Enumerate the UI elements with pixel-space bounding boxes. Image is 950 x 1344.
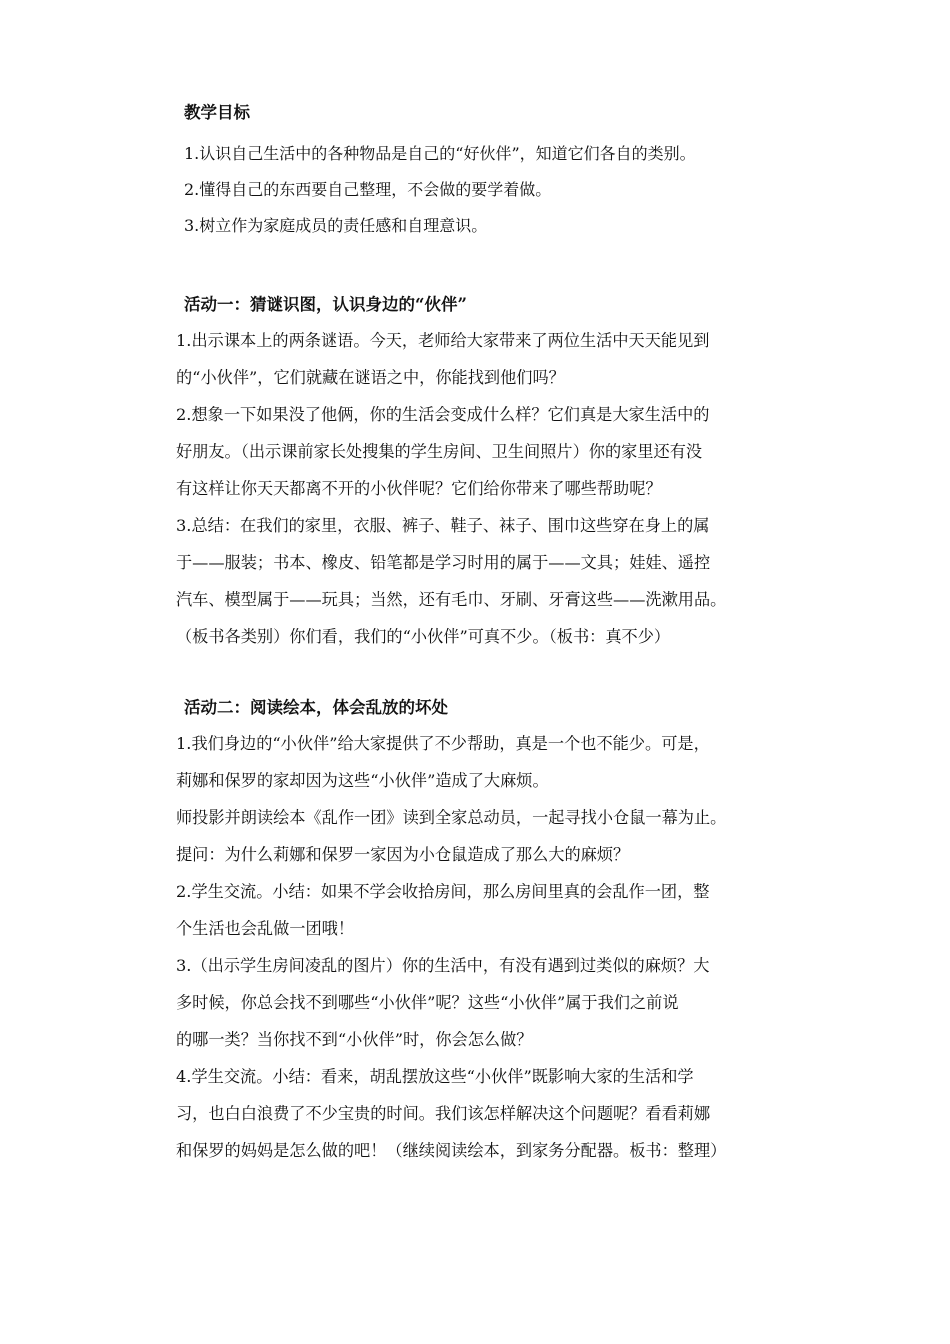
text-line: 莉娜和保罗的家却因为这些“小伙伴”造成了大麻烦。 (176, 771, 549, 790)
activity-one-heading: 活动一：猜谜识图，认识身边的“伙伴” (184, 295, 467, 314)
activity-one-paragraph-2 (176, 396, 816, 507)
activity-two-paragraph-3 (176, 836, 816, 873)
activity-two-paragraph-5 (176, 947, 816, 1058)
text-line: 4.学生交流。小结：看来，胡乱摆放这些“小伙伴”既影响大家的生活和学 (176, 1067, 694, 1086)
activity-one-paragraph-3 (176, 507, 816, 655)
goal-item-3: 3.树立作为家庭成员的责任感和自理意识。 (184, 216, 488, 235)
teaching-goals-section (176, 96, 816, 244)
activity-one-paragraph-1 (176, 322, 816, 396)
text-line: 2.想象一下如果没了他俩，你的生活会变成什么样？它们真是大家生活中的 (176, 405, 710, 424)
text-line: 提问：为什么莉娜和保罗一家因为小仓鼠造成了那么大的麻烦？ (176, 845, 630, 864)
activity-one-section (176, 288, 816, 655)
activity-two-paragraph-4 (176, 873, 816, 947)
activity-two-heading: 活动二：阅读绘本，体会乱放的坏处 (184, 698, 448, 717)
text-line: 习，也白白浪费了不少宝贵的时间。我们该怎样解决这个问题呢？看看莉娜 (176, 1104, 711, 1123)
text-line: 1.出示课本上的两条谜语。今天，老师给大家带来了两位生活中天天能见到 (176, 331, 710, 350)
text-line: 3.总结：在我们的家里，衣服、裤子、鞋子、袜子、围巾这些穿在身上的属 (176, 516, 710, 535)
text-line: 于——服装；书本、橡皮、铅笔都是学习时用的属于——文具；娃娃、遥控 (176, 553, 711, 572)
activity-two-paragraph-1 (176, 725, 816, 799)
text-line: 个生活也会乱做一团哦！ (176, 919, 355, 938)
text-line: 3.（出示学生房间凌乱的图片）你的生活中，有没有遇到过类似的麻烦？大 (176, 956, 710, 975)
text-line: 多时候，你总会找不到哪些“小伙伴”呢？这些“小伙伴”属于我们之前说 (176, 993, 679, 1012)
text-line: 有这样让你天天都离不开的小伙伴呢？它们给你带来了哪些帮助呢？ (176, 479, 662, 498)
text-line: 的“小伙伴”，它们就藏在谜语之中，你能找到他们吗？ (176, 368, 565, 387)
activity-two-paragraph-2 (176, 799, 816, 836)
teaching-goals-heading: 教学目标 (184, 103, 250, 122)
text-line: 汽车、模型属于——玩具；当然，还有毛巾、牙刷、牙膏这些——洗漱用品。 (176, 590, 727, 609)
text-line: 的哪一类？当你找不到“小伙伴”时，你会怎么做？ (176, 1030, 533, 1049)
text-line: （板书各类别）你们看，我们的“小伙伴”可真不少。（板书：真不少） (176, 627, 671, 646)
goal-item-2: 2.懂得自己的东西要自己整理，不会做的要学着做。 (184, 180, 552, 199)
activity-two-paragraph-6 (176, 1058, 816, 1169)
text-line: 2.学生交流。小结：如果不学会收拾房间，那么房间里真的会乱作一团，整 (176, 882, 710, 901)
text-line: 和保罗的妈妈是怎么做的吧！（继续阅读绘本，到家务分配器。板书：整理） (176, 1141, 727, 1160)
goal-item-1: 1.认识自己生活中的各种物品是自己的“好伙伴”，知道它们各自的类别。 (184, 144, 696, 163)
activity-two-section (176, 691, 816, 1169)
text-line: 好朋友。（出示课前家长处搜集的学生房间、卫生间照片）你的家里还有没 (176, 442, 703, 461)
document-page (176, 96, 816, 1169)
text-line: 师投影并朗读绘本《乱作一团》读到全家总动员，一起寻找小仓鼠一幕为止。 (176, 808, 727, 827)
text-line: 1.我们身边的“小伙伴”给大家提供了不少帮助，真是一个也不能少。可是， (176, 734, 710, 753)
